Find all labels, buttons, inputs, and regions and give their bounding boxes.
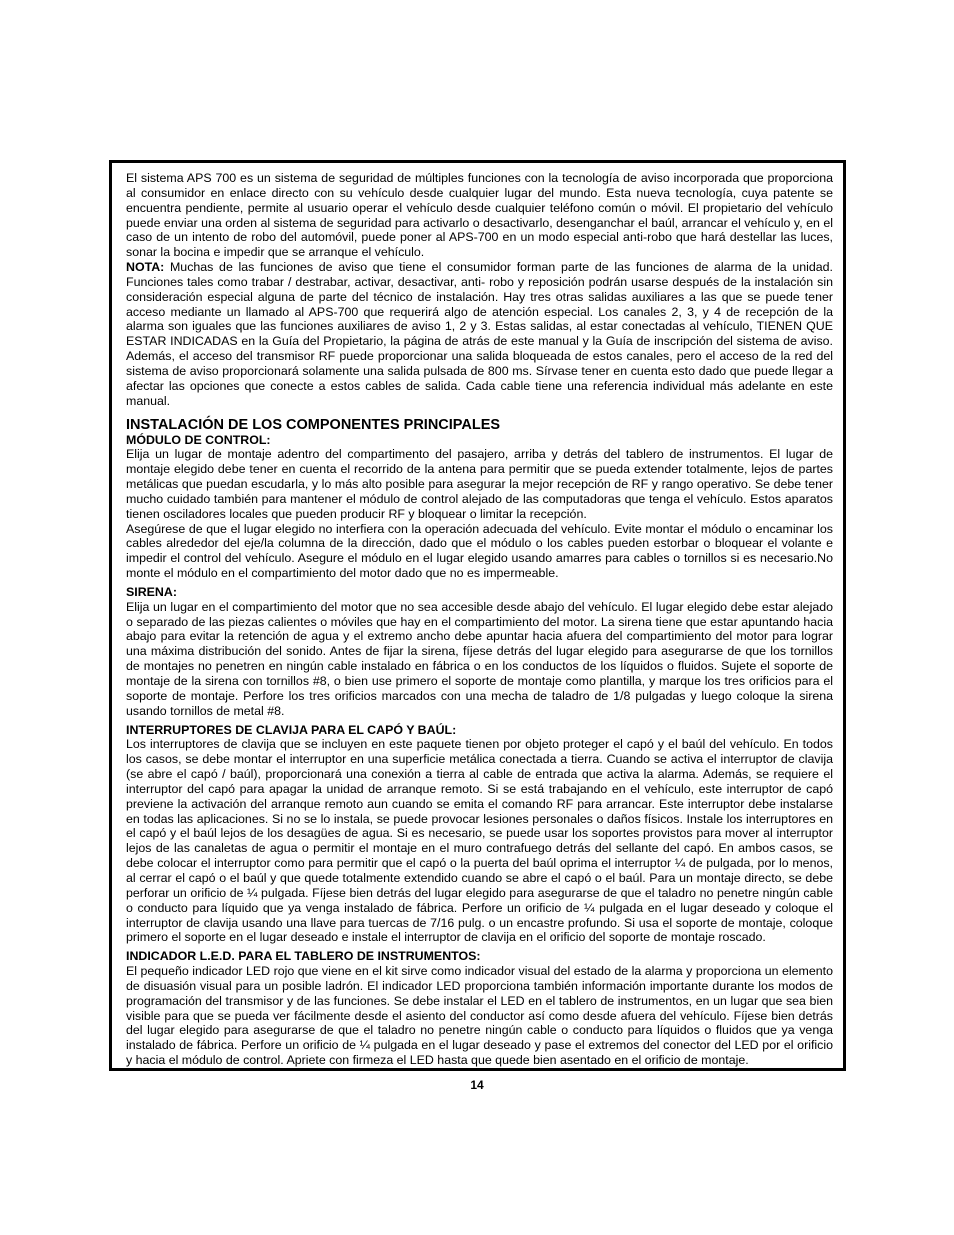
section-title: INSTALACIÓN DE LOS COMPONENTES PRINCIPALES bbox=[126, 416, 501, 433]
modulo-paragraph-1: Elija un lugar de montaje adentro del compartimento del pasajero, arriba y detrás del tablero de instrumentos. El lugar de montaje elegido debe tener en cuenta el recorrido de la antena para permitir que se pueda extender totalmente, lejos de partes metálicas que puedan escudarla, y lo más alto posible para asegurar la mejor recepción de RF y rango operativo. Se debe tener mucho cuidado también para mantener el módulo de control alejado de las computadoras que tenga el vehículo. Estos aparatos tienen osciladores locales que pueden producir RF y bloquear o limitar la recepción. bbox=[126, 447, 833, 521]
document-body bbox=[126, 171, 833, 1068]
sirena-paragraph: Elija un lugar en el compartimiento del motor que no sea accesible desde abajo del vehículo. El lugar elegido debe estar alejado o separado de las piezas calientes o móviles que hay en el compartimiento del motor. La sirena tiene que estar apuntando hacia abajo para evitar la retención de agua y el extremo ancho debe apuntar hacia afuera del compartimiento del motor para lograr una máxima distribución del sonido. Antes de fijar la sirena, fíjese detrás del lugar elegido para asegurarse de que los tornillos de montajes no penetren en ningún cable instalado en fábrica o en los conductos de los líquidos o fluidos. Sujete el soporte de montaje de la sirena con tornillos #8, o bien use primero el soporte de montaje como plantilla, y marque los tres orificios para el soporte de montaje. Perfore los tres orificios marcados con una mecha de taladro de 1/8 pulgadas y luego coloque la sirena usando tornillos de metal #8. bbox=[126, 599, 833, 718]
page-number: 14 bbox=[470, 1078, 484, 1092]
intro-paragraph: El sistema APS 700 es un sistema de seguridad de múltiples funciones con la tecnología de aviso incorporada que proporciona al consumidor en enlace directo con su vehículo desde cualquier lugar del mundo. Esta nueva tecnología, cuya patente se encuentra pendiente, permite al usuario operar el vehículo desde cualquier teléfono común o móvil. El propietario del vehículo puede enviar una orden al sistema de seguridad para activarlo o desactivarlo, desenganchar el baúl, arrancar el vehículo y, en el caso de un intento de robo del automóvil, puede poner al APS-700 en un modo especial anti-robo que hará destellar las luces, sonar la bocina e impedir que se arranque el vehículo. bbox=[126, 171, 833, 260]
content-frame bbox=[109, 160, 846, 1071]
interruptores-paragraph: Los interruptores de clavija que se incluyen en este paquete tienen por objeto proteger el capó y el baúl del vehículo. En todos los casos, se debe montar el interruptor en una superficie metálica conectada a tierra. Cuando se activa el interruptor de clavija (se abre el capó / baúl), proporcionará una conexión a tierra al cable de entrada que activa la alarma. Además, se requiere el interruptor del capó para apagar la unidad de arranque remoto. Si se está trabajando en el vehículo, este interruptor de capó previene la activación del arranque remoto aun cuando se emita el comando RF para arrancar. Este interruptor debe instalarse en todas las aplicaciones. Si no se lo instala, se puede provocar lesiones personales o daños físicos. Instale los interruptores en el capó y el baúl lejos de los desagües de agua. Si es necesario, se puede usar los soportes provistos para mover al interruptor lejos de las canaletas de agua o permitir el montaje en el muro contrafuego detrás del sellante del capó. En ambos casos, se debe colocar el interruptor como para permitir que el capó o la puerta del baúl oprima el interruptor ¼ de pulgada, por lo menos, al cerrar el capó o el baúl y que quede totalmente extendido cuando se abre el capó o el baúl. Para un montaje directo, se debe perforar un orificio de ¼ pulgada. Fíjese bien detrás del lugar elegido para asegurarse de que el taladro no penetre ningún cable o conducto para líquido que ya venga instalado de fábrica. Perfore un orificio de ¼ pulgada en el lugar deseado y coloque el interruptor de clavija usando una llave para tuercas de 7/16 pulg. o un encastre profundo. Si usa el soporte de montaje, coloque primero el soporte en el lugar deseado e instale el interruptor de clavija en el orificio del soporte de montaje roscado. bbox=[126, 737, 833, 945]
indicador-paragraph: El pequeño indicador LED rojo que viene en el kit sirve como indicador visual del estado de la alarma y proporciona un elemento de disuasión visual para un posible ladrón. El indicador LED proporciona también información importante durante los modos de programación del transmisor y de las funciones. Se debe instalar el LED en el tablero de instrumentos, en un lugar que sea bien visible para que se pueda ver fácilmente desde el asiento del conductor así como desde afuera del vehículo. Fíjese bien detrás del lugar elegido para asegurarse de que el taladro no penetre ningún cable o conducto para líquidos o fluidos que ya venga instalado de fábrica. Perfore un orificio de ¼ pulgada en el lugar deseado y pase el extremos del conector del LED por el orificio y hacia el módulo de control. Apriete con firmeza el LED hasta que quede bien asentado en el orificio de montaje. bbox=[126, 964, 833, 1068]
modulo-paragraph-2: Asegúrese de que el lugar elegido no interfiera con la operación adecuada del vehículo. Evite montar el módulo o encaminar los cables alrededor del eje/la columna de la dirección, dado que el módulo o los cables pueden estorbar o bloquear el volante e impedir el control del vehículo. Asegure el módulo en el lugar elegido usando amarres para cables o tornillos si es necesario.No monte el módulo en el compartimiento del motor dado que no es impermeable. bbox=[126, 521, 833, 581]
interruptores-heading: INTERRUPTORES DE CLAVIJA PARA EL CAPÓ Y BAÚL: bbox=[126, 722, 457, 737]
note-text: Muchas de las funciones de aviso que tiene el consumidor forman parte de las funciones de alarma de la unidad. Funciones tales como trabar / destrabar, activar, desactivar, anti- robo y reposición podrán usarse después de la instalación sin consideración especial alguna de parte del técnico de instalación. Hay tres otras salidas auxiliares a las que se puede tener acceso mediante un llamado al APS-700 que requerirá algo de atención especial. Los canales 2, 3, y 4 de recepción de la alarma son iguales que las funciones auxiliares de aviso 1, 2 y 3. Estas salidas, al estar conectadas al vehículo, TIENEN QUE ESTAR INDICADAS en la Guía del Propietario, la página de atrás de este manual y la Guía de inscripción del sistema de aviso. Además, el acceso del transmisor RF puede proporcionar una salida bloqueada de estos canales, pero el acceso de la red del sistema de aviso proporcionará solamente una salida pulsada de 800 ms. Sírvase tener en cuenta esto dado que puede llegar a afectar las opciones que conecte a estos cables de salida. Cada cable tiene una referencia individual más adelante en este manual. bbox=[126, 260, 833, 408]
modulo-heading: MÓDULO DE CONTROL: bbox=[126, 432, 271, 447]
note-paragraph bbox=[126, 260, 833, 408]
sirena-heading: SIRENA: bbox=[126, 584, 177, 599]
indicador-heading: INDICADOR L.E.D. PARA EL TABLERO DE INSTRUMENTOS: bbox=[126, 949, 481, 964]
note-label: NOTA: bbox=[126, 260, 165, 275]
